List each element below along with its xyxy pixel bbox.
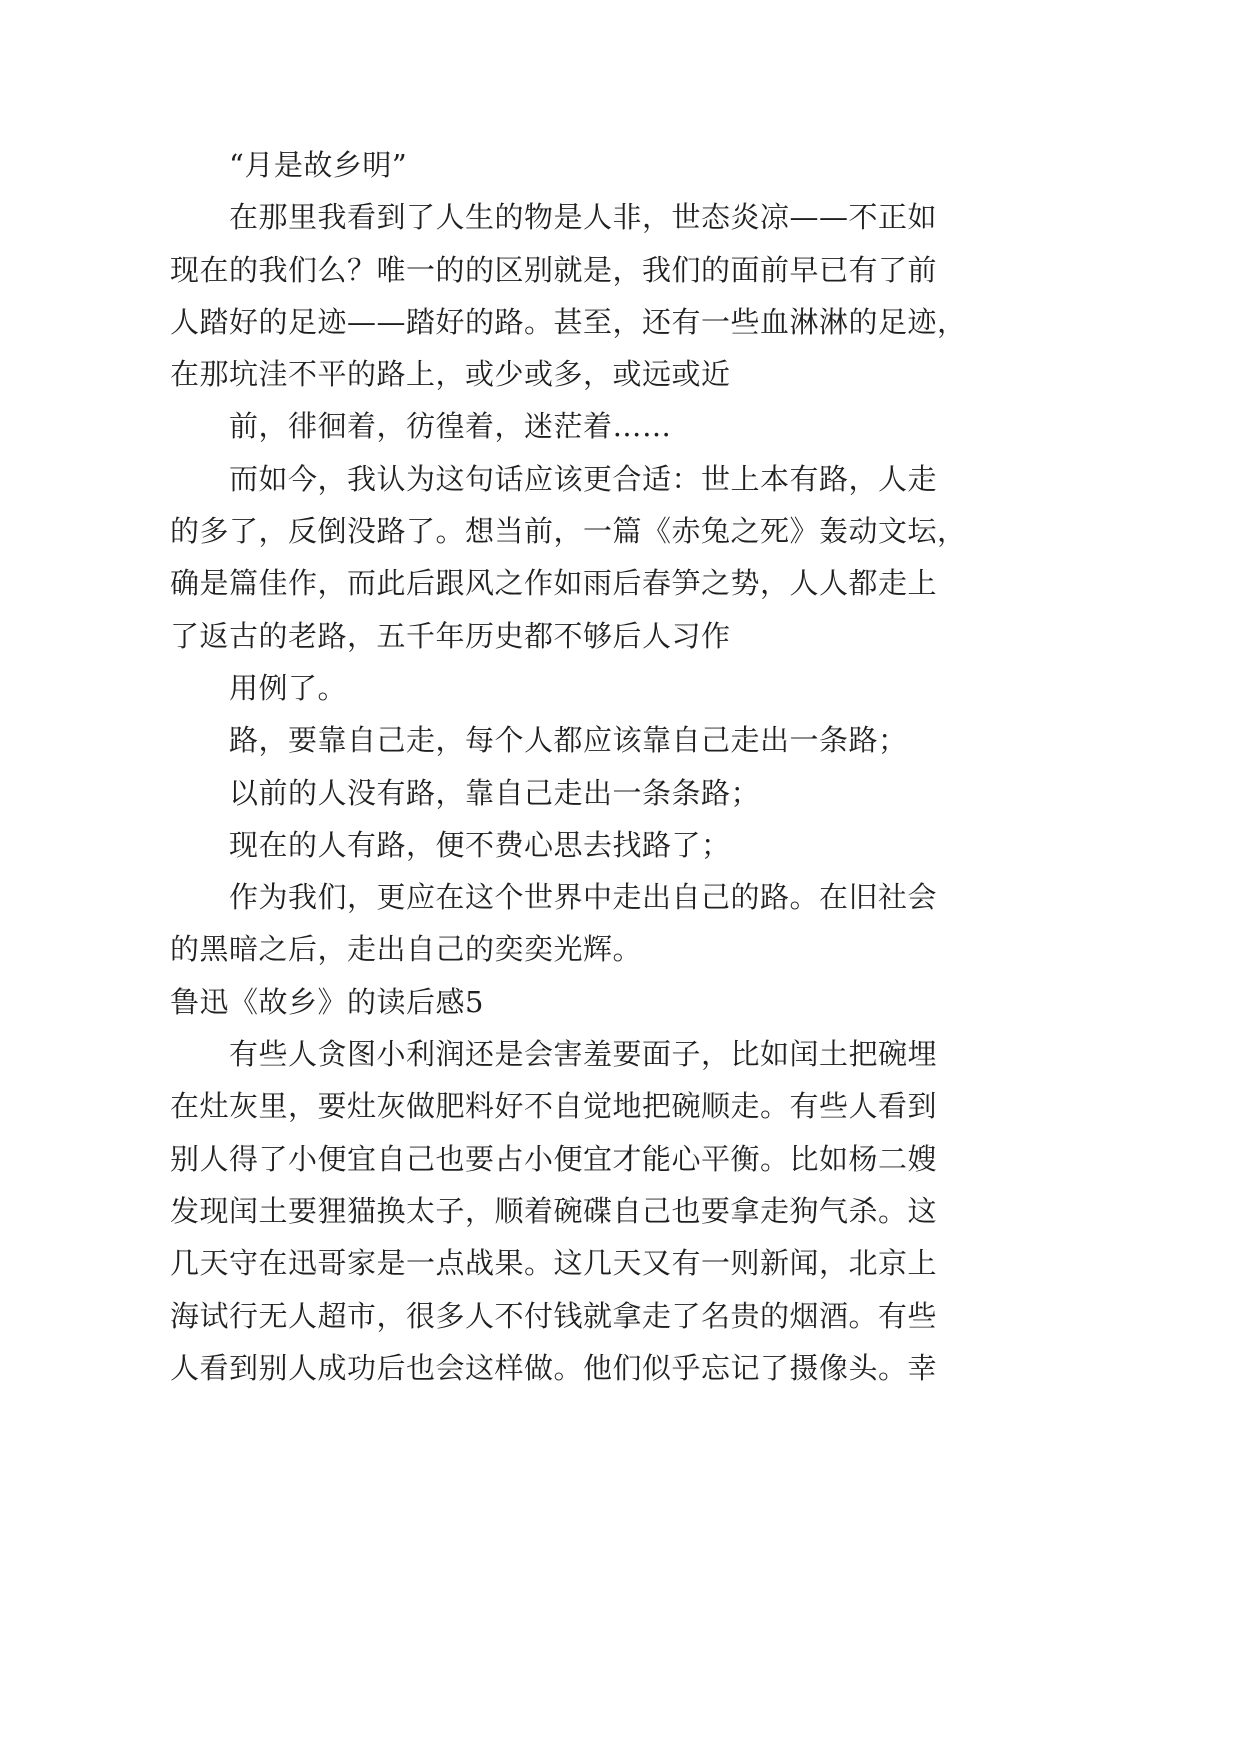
text-line: 海试行无人超市，很多人不付钱就拿走了名贵的烟酒。有些: [170, 1298, 938, 1333]
text-line: 人踏好的足迹——踏好的路。甚至，还有一些血淋淋的足迹，: [170, 304, 967, 339]
text-line: 现在的人有路，便不费心思去找路了；: [229, 827, 731, 862]
text-line: 人看到别人成功后也会这样做。他们似乎忘记了摄像头。幸: [170, 1350, 938, 1385]
text-line: 发现闰土要狸猫换太子，顺着碗碟自己也要拿走狗气杀。这: [170, 1193, 938, 1228]
quote-line: “月是故乡明”: [229, 148, 408, 182]
text-line: 现在的我们么？唯一的的区别就是，我们的面前早已有了前: [170, 252, 938, 287]
text-line: 有些人贪图小利润还是会害羞要面子，比如闰土把碗埋: [229, 1037, 938, 1072]
section-heading: 鲁迅《故乡》的读后感5: [170, 984, 484, 1019]
text-line: 别人得了小便宜自己也要占小便宜才能心平衡。比如杨二嫂: [170, 1141, 938, 1176]
text-line: 在那坑洼不平的路上，或少或多，或远或近: [170, 357, 731, 392]
text-line: 在那里我看到了人生的物是人非，世态炎凉——不正如: [229, 200, 938, 235]
text-line: 而如今，我认为这句话应该更合适：世上本有路，人走: [229, 461, 938, 496]
text-line: 用例了。: [229, 670, 348, 705]
text-line: 的黑暗之后，走出自己的奕奕光辉。: [170, 932, 643, 967]
text-line: 在灶灰里，要灶灰做肥料好不自觉地把碗顺走。有些人看到: [170, 1089, 938, 1124]
document-body: [170, 139, 970, 1394]
text-line: 路，要靠自己走，每个人都应该靠自己走出一条路；: [229, 723, 908, 758]
text-line: 了返古的老路，五千年历史都不够后人习作: [170, 618, 731, 653]
text-line: 前，徘徊着，彷徨着，迷茫着……: [229, 409, 672, 444]
text-line: 的多了，反倒没路了。想当前，一篇《赤兔之死》轰动文坛，: [170, 514, 967, 549]
text-line: 作为我们，更应在这个世界中走出自己的路。在旧社会: [229, 880, 938, 915]
text-line: 确是篇佳作，而此后跟风之作如雨后春笋之势，人人都走上: [170, 566, 938, 601]
text-line: 几天守在迅哥家是一点战果。这几天又有一则新闻，北京上: [170, 1246, 938, 1281]
text-line: 以前的人没有路，靠自己走出一条条路；: [229, 775, 761, 810]
